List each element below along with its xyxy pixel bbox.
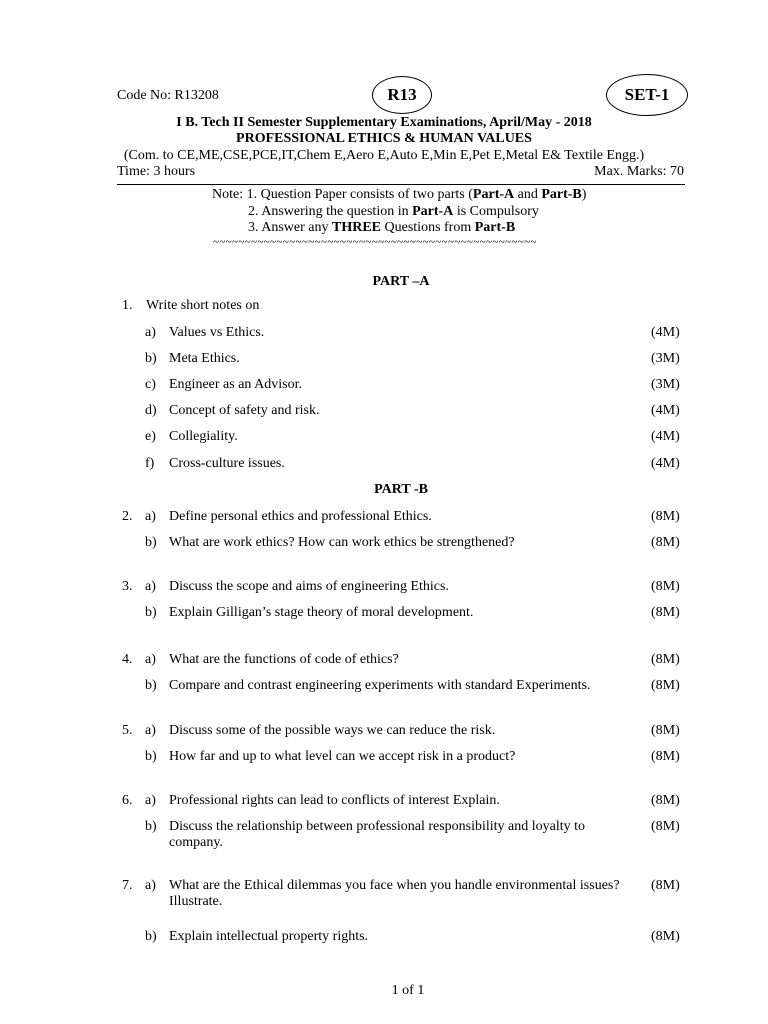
note-3-prefix: 3. Answer any (248, 220, 332, 235)
subquestion-text: Discuss the scope and aims of engineering Ethics. (169, 579, 449, 594)
subquestion-marks: (8M) (651, 535, 680, 550)
subquestion-label: b) (145, 678, 157, 693)
question-1-text: Write short notes on (146, 298, 260, 313)
subquestion-text: Define personal ethics and professional Ethics. (169, 509, 432, 524)
exam-title: I B. Tech II Semester Supplementary Examinations, April/May - 2018 (176, 115, 592, 130)
q1-item-marks: (3M) (651, 351, 680, 366)
note-3-part-b: Part-B (474, 220, 516, 235)
q1-item-marks: (3M) (651, 377, 680, 392)
note-line-2 (248, 204, 539, 220)
q1-item-marks: (4M) (651, 325, 680, 340)
question-number: 6. (122, 793, 133, 808)
subquestion-label: a) (145, 878, 156, 893)
note-2-prefix: 2. Answering the question in (248, 204, 413, 219)
note-1-suffix: ) (581, 187, 587, 202)
q1-item-text: Cross-culture issues. (169, 456, 285, 471)
subject-title: PROFESSIONAL ETHICS & HUMAN VALUES (236, 131, 532, 146)
note-separator: ~~~~~~~~~~~~~~~~~~~~~~~~~~~~~~~~~~~~~~~~~~~~~~~~~~~ (213, 236, 537, 248)
code-number: Code No: R13208 (117, 88, 219, 103)
q1-item-marks: (4M) (651, 456, 680, 471)
note-line-1 (212, 187, 586, 203)
part-a-heading: PART –A (372, 274, 430, 289)
regulation-badge: R13 (372, 76, 432, 114)
subquestion-text: What are work ethics? How can work ethics be strengthened? (169, 535, 515, 550)
question-number: 3. (122, 579, 133, 594)
subquestion-text: What are the functions of code of ethics? (169, 652, 399, 667)
note-1-prefix: Note: 1. Question Paper consists of two parts ( (212, 187, 473, 202)
q1-item-text: Values vs Ethics. (169, 325, 265, 340)
subquestion-label: a) (145, 723, 156, 738)
subquestion-text: Explain intellectual property rights. (169, 929, 369, 944)
note-1-and: and (514, 187, 542, 202)
q1-item-text: Engineer as an Advisor. (169, 377, 302, 392)
subquestion-label: a) (145, 509, 156, 524)
subquestion-label: a) (145, 652, 156, 667)
question-number: 2. (122, 509, 133, 524)
branches-line: (Com. to CE,ME,CSE,PCE,IT,Chem E,Aero E,Auto E,Min E,Pet E,Metal E& Textile Engg.) (123, 148, 645, 163)
question-1-number: 1. (122, 298, 133, 313)
q1-item-label: f) (145, 456, 155, 471)
q1-item-label: d) (145, 403, 157, 418)
q1-item-text: Concept of safety and risk. (169, 403, 320, 418)
question-number: 5. (122, 723, 133, 738)
note-2-part-a: Part-A (412, 204, 454, 219)
subquestion-text: Discuss some of the possible ways we can reduce the risk. (169, 723, 496, 738)
q1-item-label: b) (145, 351, 157, 366)
subquestion-marks: (8M) (651, 819, 680, 834)
subquestion-text: What are the Ethical dilemmas you face when you handle environmental issues? Illustrate. (169, 878, 620, 909)
note-line-3 (248, 220, 515, 236)
subquestion-text: How far and up to what level can we accept risk in a product? (169, 749, 516, 764)
subquestion-marks: (8M) (651, 678, 680, 693)
q1-item-marks: (4M) (651, 403, 680, 418)
subquestion-label: b) (145, 929, 157, 944)
note-1-part-b: Part-B (541, 187, 582, 202)
q1-item-text: Meta Ethics. (169, 351, 240, 366)
q1-item-label: c) (145, 377, 156, 392)
subquestion-label: a) (145, 579, 156, 594)
subquestion-text: Discuss the relationship between professional responsibility and loyalty to company. (169, 819, 586, 850)
subquestion-marks: (8M) (651, 579, 680, 594)
header-divider (117, 184, 685, 185)
subquestion-marks: (8M) (651, 509, 680, 524)
q1-item-label: a) (145, 325, 156, 340)
q1-item-text: Collegiality. (169, 429, 238, 444)
note-2-suffix: is Compulsory (453, 204, 539, 219)
set-badge: SET-1 (606, 74, 688, 116)
question-number: 4. (122, 652, 133, 667)
subquestion-text: Explain Gilligan’s stage theory of moral development. (169, 605, 474, 620)
subquestion-text: Professional rights can lead to conflicts of interest Explain. (169, 793, 500, 808)
part-b-heading: PART -B (374, 482, 428, 497)
note-3-three: THREE (332, 220, 382, 235)
note-1-part-a: Part-A (472, 187, 515, 202)
q1-item-label: e) (145, 429, 156, 444)
page-number: 1 of 1 (391, 983, 425, 998)
subquestion-label: b) (145, 819, 157, 834)
subquestion-marks: (8M) (651, 652, 680, 667)
subquestion-marks: (8M) (651, 605, 680, 620)
subquestion-label: b) (145, 535, 157, 550)
subquestion-text: Compare and contrast engineering experiments with standard Experiments. (169, 678, 591, 693)
subquestion-label: b) (145, 749, 157, 764)
q1-item-marks: (4M) (651, 429, 680, 444)
time-allowed: Time: 3 hours (117, 164, 196, 179)
subquestion-marks: (8M) (651, 929, 680, 944)
note-3-mid: Questions from (381, 220, 475, 235)
subquestion-marks: (8M) (651, 878, 680, 893)
subquestion-marks: (8M) (651, 793, 680, 808)
max-marks: Max. Marks: 70 (594, 164, 684, 179)
subquestion-label: b) (145, 605, 157, 620)
subquestion-marks: (8M) (651, 749, 680, 764)
question-number: 7. (122, 878, 133, 893)
subquestion-marks: (8M) (651, 723, 680, 738)
subquestion-label: a) (145, 793, 156, 808)
